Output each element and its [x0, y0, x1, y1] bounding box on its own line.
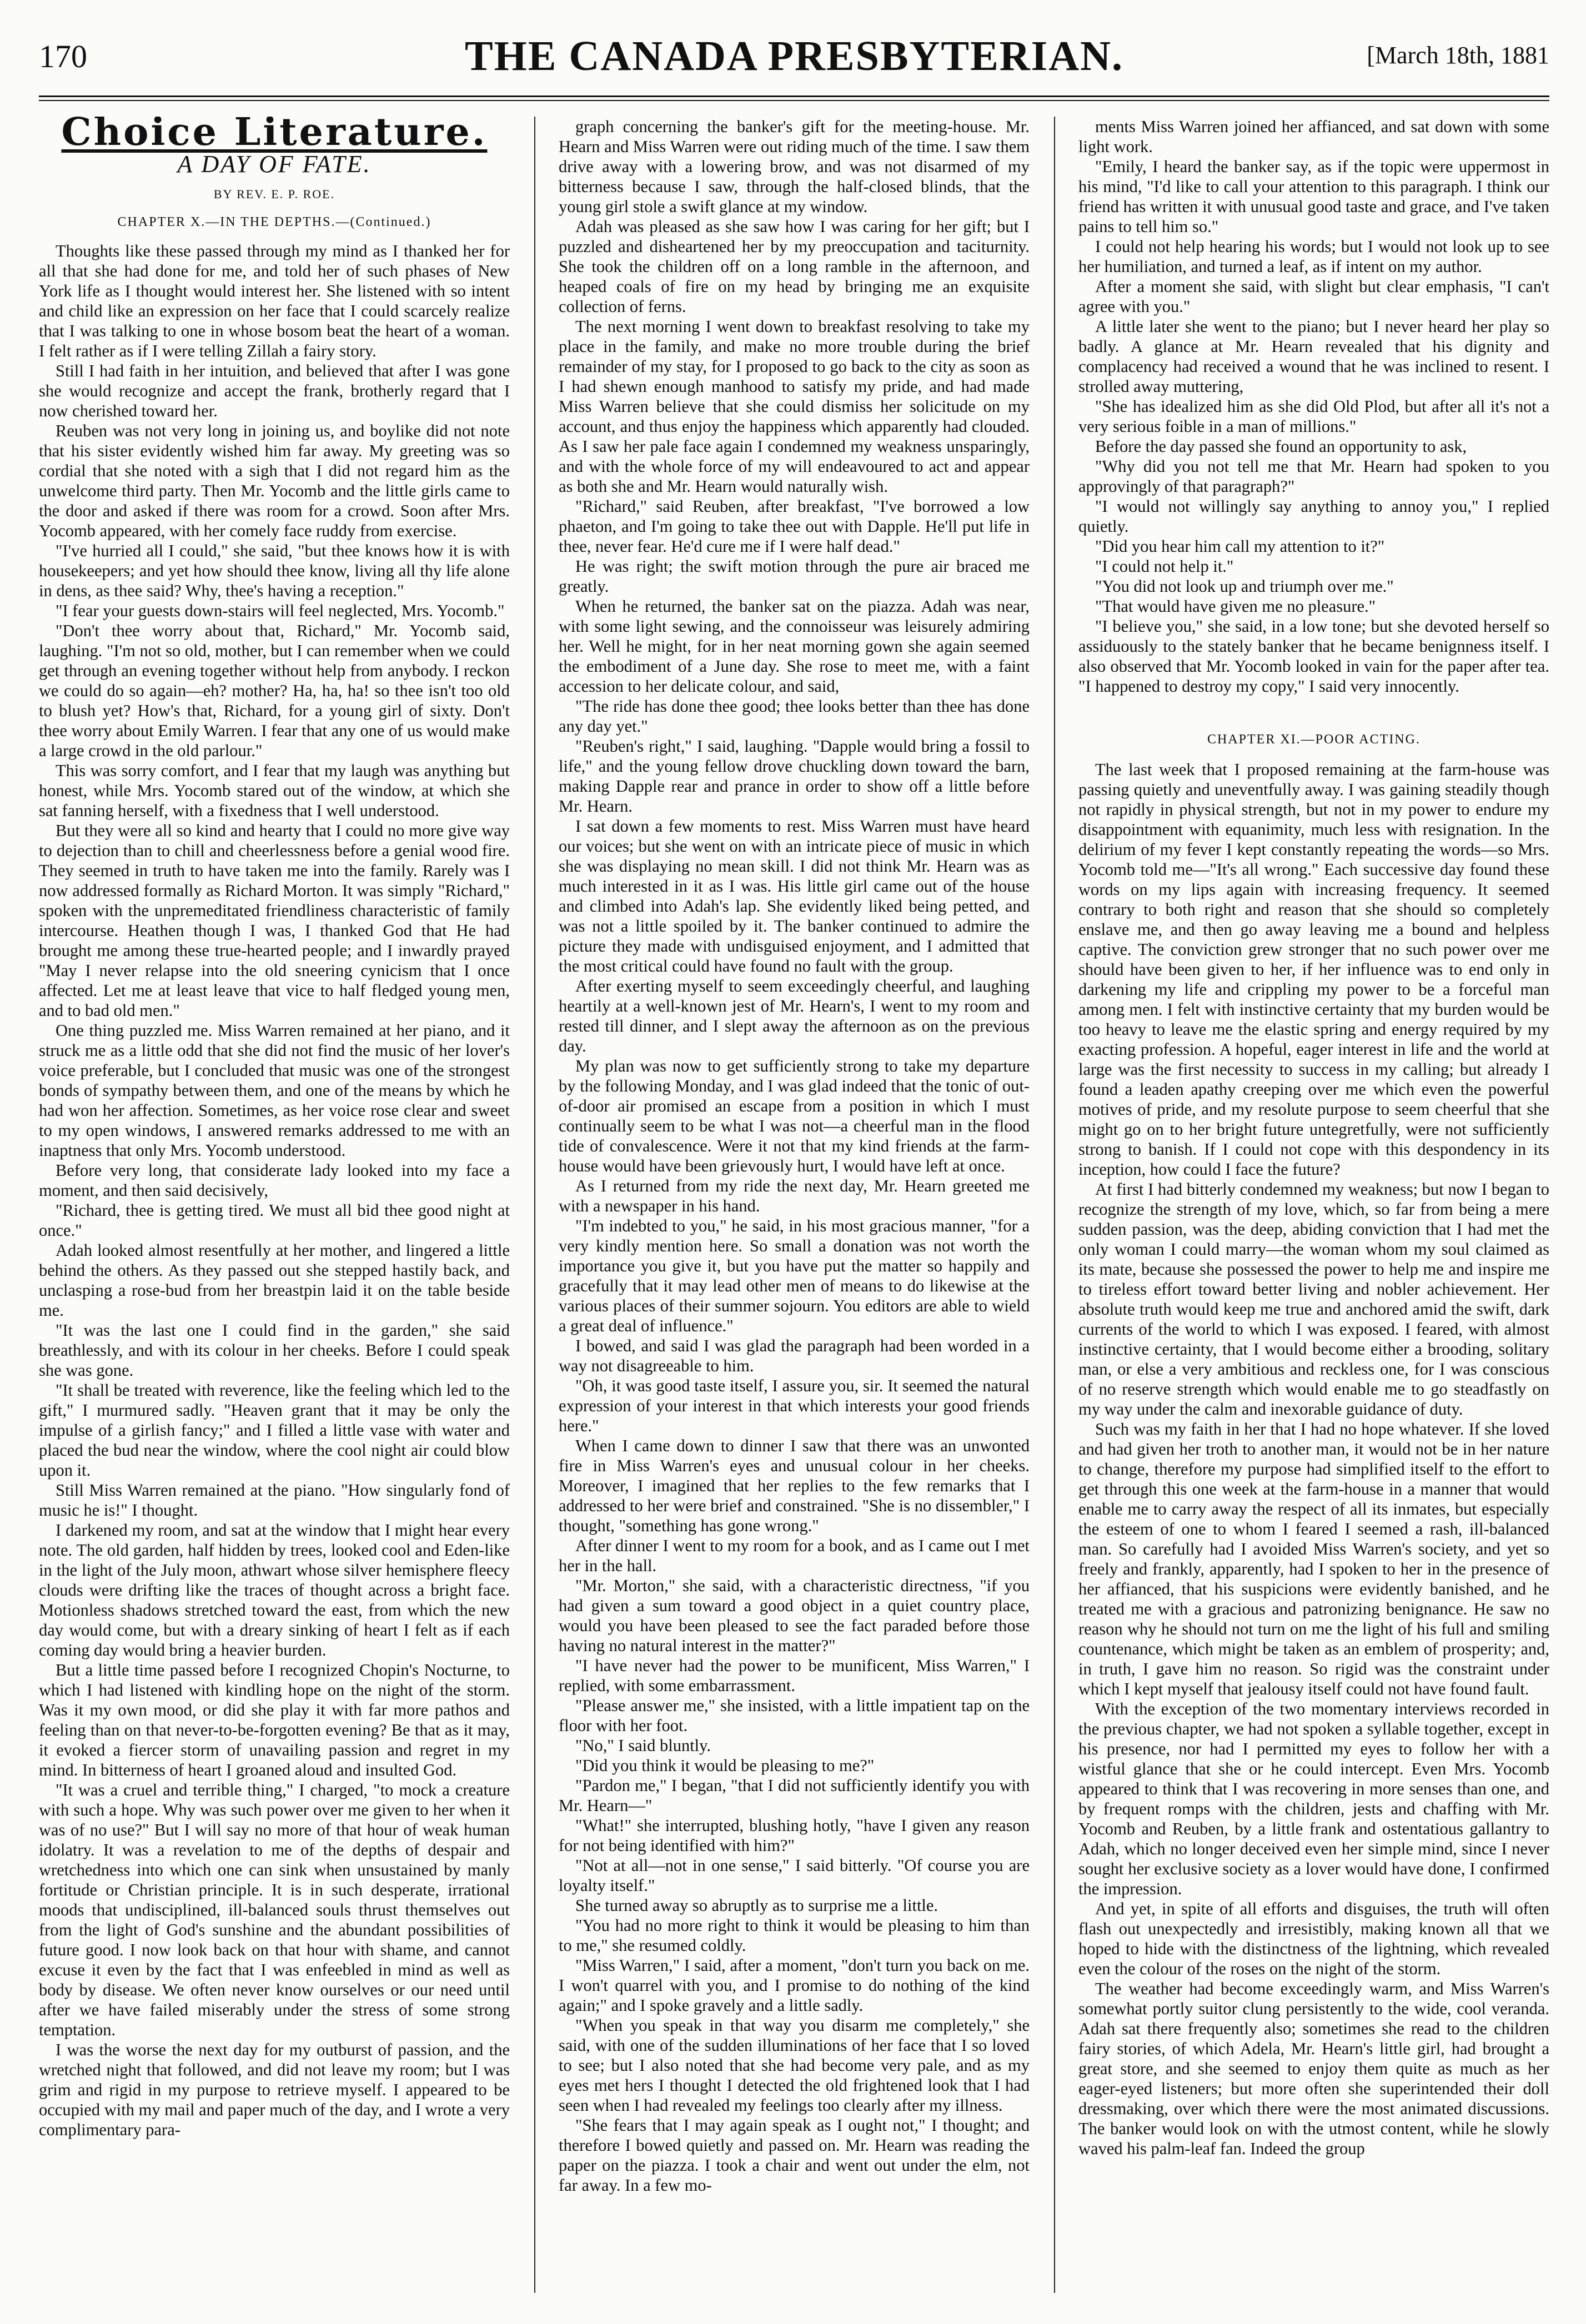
paragraph: "Richard, thee is getting tired. We must all bid thee good night at once." — [39, 1201, 510, 1240]
issue-date: [March 18th, 1881 — [1367, 42, 1549, 69]
paragraph: "It was the last one I could find in the garden," she said breathlessly, and with its colour in her cheeks. Before I could speak she was gone. — [39, 1321, 510, 1380]
paragraph: "I have never had the power to be munificent, Miss Warren," I replied, with some embarrassment. — [559, 1656, 1030, 1695]
column-1 — [39, 117, 510, 2293]
paragraph: "Miss Warren," I said, after a moment, "don't turn you back on me. I won't quarrel with you, and I promise to do nothing of the kind again;" and I spoke gravely and a little sadly. — [559, 1956, 1030, 2015]
paragraph: Adah was pleased as she saw how I was caring for her gift; but I puzzled and disheartened her by my preoccupation and taciturnity. She took the children off on a long ramble in the afternoon, and heaped coals of fire on my head by bringing me an exquisite collection of ferns. — [559, 217, 1030, 316]
paragraph: "I fear your guests down-stairs will feel neglected, Mrs. Yocomb." — [56, 601, 505, 620]
paragraph: "Please answer me," she insisted, with a little impatient tap on the floor with her foot. — [559, 1696, 1030, 1735]
paragraph: And yet, in spite of all efforts and disguises, the truth will often flash out unexpectedly and irresistibly, making known all that we hoped to hide with the distinctness of the lightning, which revealed even the colour of the roses on the night of the storm. — [1078, 1899, 1549, 1978]
paragraph: "What!" she interrupted, blushing hotly, "have I given any reason for not being identified with him?" — [559, 1816, 1030, 1855]
paragraph: graph concerning the banker's gift for the meeting-house. Mr. Hearn and Miss Warren were out riding much of the time. I saw them drive away with a lowering brow, and was not disarmed of my bitterness because I saw, through the half-closed blinds, that the young girl stole a swift glance at my window. — [559, 117, 1030, 216]
paragraph: I could not help hearing his words; but I would not look up to see her humiliation, and turned a leaf, as if intent on my author. — [1078, 237, 1549, 276]
newspaper-title: THE CANADA PRESBYTERIAN. — [464, 33, 1124, 79]
paragraph: "No," I said bluntly. — [575, 1736, 711, 1755]
column-3-body-continued — [1078, 759, 1549, 2159]
paragraph: After exerting myself to seem exceedingly cheerful, and laughing heartily at a well-known jest of Mr. Hearn's, I went to my room and rested till dinner, and I slept away the afternoon as on the previous day. — [559, 977, 1030, 1055]
paragraph: "That would have given me no pleasure." — [1095, 597, 1376, 616]
page-number: 170 — [39, 38, 87, 74]
paragraph: "When you speak in that way you disarm me completely," she said, with one of the sudden illuminations of her face that I so loved to see; but I also noted that she had become very pale, and as my eyes met hers I thought I detected the old frightened look that I had seen when I had revealed my feelings too clearly after my illness. — [559, 2016, 1030, 2115]
column-2 — [559, 117, 1030, 2293]
paragraph: Still Miss Warren remained at the piano. "How singularly fond of music he is!" I thought. — [39, 1481, 510, 1520]
column-2-body — [559, 117, 1030, 2195]
paragraph: "I believe you," she said, in a low tone; but she devoted herself so assiduously to the stately banker that he became benignness itself. I also observed that Mr. Yocomb looked in vain for the paper after tea. "I happened to destroy my copy," I said very innocently. — [1078, 617, 1549, 696]
paragraph: But they were all so kind and hearty that I could no more give way to dejection than to chill and cheerlessness before a genial wood fire. They seemed in truth to have taken me into the family. Rarely was I now addressed formally as Richard Morton. It was simply "Richard," spoken with the unpremeditated friendliness characteristic of family intercourse. Heathen though I was, I thanked God that He had brought me among these true-hearted people; and I inwardly prayed "May I never relapse into the old sneering cynicism that I once affected. Let me at least leave that vice to half fledged young men, and to bad old men." — [39, 821, 510, 1020]
paragraph: I darkened my room, and sat at the window that I might hear every note. The old garden, half hidden by trees, looked cool and Eden-like in the light of the July moon, athwart whose silver hemisphere fleecy clouds were drifting like the traces of thought across a bright face. Motionless shadows stretched toward the east, from which the new day would come, but with a dreary sinking of heart I felt as if each coming day would bring a heavier burden. — [39, 1521, 510, 1659]
paragraph: "I've hurried all I could," she said, "but thee knows how it is with housekeepers; and yet how should thee know, living all thy life alone in dens, as thee said? Why, thee's having a reception." — [39, 541, 510, 600]
paragraph: "The ride has done thee good; thee looks better than thee has done any day yet." — [559, 697, 1030, 736]
column-1-body — [39, 241, 510, 2140]
section-heading: Choice Literature. — [61, 117, 488, 154]
paragraph: Such was my faith in her that I had no hope whatever. If she loved and had given her troth to another man, it would not be in her nature to change, therefore my purpose had simplified itself to the effort to get through this one week at the farm-house in a manner that would enable me to carry away the respect of all its inmates, but especially the esteem of one to whom I feared I seemed a rash, ill-balanced man. So carefully had I avoided Miss Warren's society, and yet so freely and frankly, apparently, had I spoken to her in the presence of her affianced, that his suspicions were evidently banished, and he treated me with a gracious and patronizing benignance. He saw no reason why he should not turn on me the light of his full and smiling countenance, which might be taken as an emblem of prosperity; and, in truth, I gave him no reason. So rigid was the constraint under which I kept myself that jealousy itself could not have found fault. — [1078, 1420, 1549, 1698]
paragraph: My plan was now to get sufficiently strong to take my departure by the following Monday, and I was glad indeed that the tonic of out-of-door air promised an escape from a position in which I must continually seem to be what I was not—a cheerful man in the flood tide of convalescence. Were it not that my kind friends at the farm-house would have been grievously hurt, I would have left at once. — [559, 1057, 1030, 1175]
paragraph: Still I had faith in her intuition, and believed that after I was gone she would recognize and accept the frank, brotherly regard that I now cherished toward her. — [39, 361, 510, 420]
paragraph: "I could not help it." — [1095, 557, 1234, 576]
paragraph: The next morning I went down to breakfast resolving to take my place in the family, and make no more trouble during the brief remainder of my stay, for I proposed to go back to the city as soon as I had shewn enough manhood to satisfy my pride, and had made Miss Warren believe that she could dismiss her solicitude on my account, and thus enjoy the happiness which apparently had clouded. As I saw her pale face again I condemned my weakness unsparingly, and with the whole force of my will endeavoured to act and appear as both she and Mr. Hearn would naturally wish. — [559, 317, 1030, 496]
paragraph: Thoughts like these passed through my mind as I thanked her for all that she had done for me, and told her of such phases of New York life as I thought would interest her. She listened with so intent and child like an expression on her face that I could scarcely realize that I was talking to one in whose bosom beat the heart of a woman. I felt rather as if I were telling Zillah a fairy story. — [39, 242, 510, 360]
paragraph: "It was a cruel and terrible thing," I charged, "to mock a creature with such a hope. Why was such power over me given to her when it was of no use?" But I will say no more of that hour of weak human idolatry. It was a revelation to me of the depths of despair and wretchedness into which one can sink when unsustained by manly fortitude or Christian principle. It is in such desperate, irrational moods that undisciplined, ill-balanced souls thrust themselves out from the light of God's sunshine and the abundant possibilities of future good. I now look back on that hour with shame, and cannot excuse it even by the fact that I was enfeebled in mind as well as body by disease. We often never know ourselves or our need until after we have failed miserably under the stress of some strong temptation. — [39, 1780, 510, 2039]
paragraph: "I'm indebted to you," he said, in his most gracious manner, "for a very kindly mention here. So small a donation was not worth the importance you give it, but you have put the matter so happily and gracefully that it may lead other men of means to do likewise at the various places of their summer sojourn. You editors are able to wield a great deal of influence." — [559, 1216, 1030, 1335]
paragraph: The weather had become exceedingly warm, and Miss Warren's somewhat portly suitor clung persistently to the wide, cool veranda. Adah sat there frequently also; sometimes she read to the children fairy stories, of which Adela, Mr. Hearn's little girl, had brought a great store, and she seemed to enjoy them quite as much as her eager-eyed listeners; but more often she superintended their doll dressmaking, over which there were the most animated discussions. The banker would look on with the utmost content, while he slowly waved his palm-leaf fan. Indeed the group — [1078, 1979, 1549, 2158]
paragraph: Before very long, that considerate lady looked into my face a moment, and then said decisively, — [39, 1161, 510, 1200]
column-3 — [1078, 117, 1549, 2293]
paragraph: After a moment she said, with slight but clear emphasis, "I can't agree with you." — [1078, 277, 1549, 316]
newspaper-page — [39, 28, 1549, 2304]
paragraph: "I would not willingly say anything to annoy you," I replied quietly. — [1078, 497, 1549, 536]
paragraph: "Not at all—not in one sense," I said bitterly. "Of course you are loyalty itself." — [559, 1856, 1030, 1895]
paragraph: This was sorry comfort, and I fear that my laugh was anything but honest, while Mrs. Yocomb stared out of the window, at which she sat fanning herself, with a fixedness that I well understood. — [39, 761, 510, 820]
paragraph: Reuben was not very long in joining us, and boylike did not note that his sister evidently wished him far away. My greeting was so cordial that she noted with a sigh that I did not regard him as the unwelcome third party. Then Mr. Yocomb and the little girls came to the door and asked if there was room for a crowd. Soon after Mrs. Yocomb appeared, with her comely face ruddy from exercise. — [39, 421, 510, 540]
article-columns — [39, 117, 1549, 2293]
column-rule — [1054, 117, 1055, 2293]
column-rule — [534, 117, 535, 2293]
paragraph: As I returned from my ride the next day, Mr. Hearn greeted me with a newspaper in his hand. — [559, 1176, 1030, 1215]
paragraph: "Why did you not tell me that Mr. Hearn had spoken to you approvingly of that paragraph?" — [1078, 457, 1549, 496]
paragraph: The last week that I proposed remaining at the farm-house was passing quietly and uneventfully away. I was gaining steadily though not rapidly in physical strength, but not in my power to endure my disappointment with equanimity, much less with resignation. In the delirium of my fever I kept constantly repeating the words—so Mrs. Yocomb told me—"It's all wrong." Each successive day found these words on my lips again with increasing frequency. It seemed contrary to both right and reason that she should so completely enslave me, and then go away leaving me a bound and helpless captive. The conviction grew stronger that no such power over me should have been given to her, if her influence was to end only in darkening my life and crippling my power to be a forceful man among men. I felt with instinctive certainty that my burden would be too heavy to leave me the elastic spring and energy required by my exacting profession. A hopeful, eager interest in life and the world at large was the first necessity to success in my calling; but already I found a leaden apathy creeping over me which even the powerful motives of pride, and my resolute purpose to seem cheerful that she might go on to her bright future untegretfully, were not sufficiently strong to banish. If I could not cope with this despondency in its inception, how could I face the future? — [1078, 760, 1549, 1179]
paragraph: I was the worse the next day for my outburst of passion, and the wretched night that followed, and did not leave my room; but I was grim and rigid in my purpose to retrieve myself. I appeared to be occupied with my mail and paper much of the day, and I wrote a very complimentary para- — [39, 2040, 510, 2139]
paragraph: "Did you think it would be pleasing to me?" — [575, 1756, 875, 1775]
paragraph: Before the day passed she found an opportunity to ask, — [1095, 437, 1467, 456]
paragraph: "She fears that I may again speak as I ought not," I thought; and therefore I bowed quietly and passed on. Mr. Hearn was reading the paper on the piazza. I took a chair and went out under the elm, not far away. In a few mo- — [559, 2116, 1030, 2195]
paragraph: Adah looked almost resentfully at her mother, and lingered a little behind the others. As they passed out she stepped hastily back, and unclasping a rose-bud from her breastpin laid it on the table beside me. — [39, 1241, 510, 1320]
paragraph: ments Miss Warren joined her affianced, and sat down with some light work. — [1078, 117, 1549, 156]
paragraph: When I came down to dinner I saw that there was an unwonted fire in Miss Warren's eyes and unusual colour in her cheeks. Moreover, I imagined that her replies to the few remarks that I addressed to her were brief and constrained. "She is no dissembler," I thought, "something has gone wrong." — [559, 1436, 1030, 1535]
masthead-rule — [39, 95, 1549, 101]
paragraph: At first I had bitterly condemned my weakness; but now I began to recognize the strength of my love, which, so far from being a mere sudden passion, was the deep, abiding conviction that I had met the only woman I could marry—the woman whom my soul claimed as its mate, because she possessed the power to help me and inspire me to tireless effort toward better living and nobler achievement. Her absolute truth would keep me true and anchored amid the swift, dark currents of the world to which I was exposed. I feared, with almost instinctive certainty, that I would become either a brooding, solitary man, or else a very ambitious and reckless one, for I was conscious of no reserve strength which would enable me to go steadfastly on my way under the calm and inexorable guidance of duty. — [1078, 1180, 1549, 1418]
paragraph: "Reuben's right," I said, laughing. "Dapple would bring a fossil to life," and the young fellow drove chuckling down toward the barn, making Dapple rear and prance in order to show off a little before Mr. Hearn. — [559, 737, 1030, 816]
paragraph: "Oh, it was good taste itself, I assure you, sir. It seemed the natural expression of your interest in that which interests your good friends here." — [559, 1376, 1030, 1435]
story-title: A DAY OF FATE. — [177, 150, 372, 178]
paragraph: One thing puzzled me. Miss Warren remained at her piano, and it struck me as a little odd that she did not find the music of her lover's voice preferable, but I concluded that music was one of the strongest bonds of sympathy between them, and one of the means by which he had won her affection. Sometimes, as her voice rose clear and sweet to my open windows, I answered remarks addressed to me with an inaptness that only Mrs. Yocomb understood. — [39, 1021, 510, 1160]
paragraph: "Mr. Morton," she said, with a characteristic directness, "if you had given a sum toward a good object in a quiet country place, would you have been pleased to see the fact paraded before those having no natural interest in the matter?" — [559, 1576, 1030, 1655]
paragraph: "Emily, I heard the banker say, as if the topic were uppermost in his mind, "I'd like to call your attention to this paragraph. I think our friend has written it with unusual good taste and grace, and I've taken pains to tell him so." — [1078, 157, 1549, 236]
paragraph: A little later she went to the piano; but I never heard her play so badly. A glance at Mr. Hearn revealed that his dignity and complacency had received a wound that he was inclined to resent. I strolled away muttering, — [1078, 317, 1549, 396]
paragraph: I bowed, and said I was glad the paragraph had been worded in a way not disagreeable to him. — [559, 1336, 1030, 1375]
chapter-heading: CHAPTER X.—IN THE DEPTHS.—(Continued.) — [117, 215, 431, 229]
paragraph: "You did not look up and triumph over me." — [1095, 577, 1394, 596]
chapter-heading: CHAPTER XI.—POOR ACTING. — [1207, 732, 1421, 747]
paragraph: "Pardon me," I began, "that I did not sufficiently identify you with Mr. Hearn—" — [559, 1776, 1030, 1815]
paragraph: But a little time passed before I recognized Chopin's Nocturne, to which I had listened with kindling hope on the night of the storm. Was it my own mood, or did she play it with far more pathos and feeling than on that never-to-be-forgotten evening? Be that as it may, it evoked a fiercer storm of unavailing passion and regret in my mind. In bitterness of heart I groaned aloud and insulted God. — [39, 1661, 510, 1779]
paragraph: When he returned, the banker sat on the piazza. Adah was near, with some light sewing, and the connoisseur was leisurely admiring her. Well he might, for in her neat morning gown she again seemed the embodiment of a June day. She rose to meet me, with a faint accession to her delicate colour, and said, — [559, 597, 1030, 696]
paragraph: "Don't thee worry about that, Richard," Mr. Yocomb said, laughing. "I'm not so old, mother, but I can remember when we could get through an evening together without help from anybody. I reckon we could do so again—eh? mother? Ha, ha, ha! so thee isn't too old to blush yet? How's that, Richard, for a young girl of sixty. Don't thee worry about Emily Warren. I fear that any one of us would make a large crowd in the old parlour." — [39, 621, 510, 760]
paragraph: I sat down a few moments to rest. Miss Warren must have heard our voices; but she went on with an intricate piece of music in which she was displaying no mean skill. I did not think Mr. Hearn was as much interested in it as I was. His little girl came out of the house and climbed into Adah's lap. She evidently liked being petted, and was not a little spoiled by it. The banker continued to admire the picture they made with undisguised enjoyment, and I admitted that the most critical could have found no fault with the group. — [559, 817, 1030, 975]
paragraph: "She has idealized him as she did Old Plod, but after all it's not a very serious foible in a man of millions." — [1078, 397, 1549, 436]
paragraph: "It shall be treated with reverence, like the feeling which led to the gift," I murmured sadly. "Heaven grant that it may be only the impulse of a girlish fancy;" and I filled a little vase with water and placed the bud near the window, where the cool night air could blow upon it. — [39, 1381, 510, 1480]
paragraph: She turned away so abruptly as to surprise me a little. — [575, 1896, 938, 1915]
column-3-body — [1078, 117, 1549, 696]
paragraph: With the exception of the two momentary interviews recorded in the previous chapter, we had not spoken a syllable together, except in his presence, nor had I permitted my eyes to follow her with a wistful glance that she or he could intercept. Even Mrs. Yocomb appeared to think that I was recovering in more senses than one, and by frequent romps with the children, jests and chaffing with Mr. Yocomb and Reuben, by a little frank and ostentatious gallantry to Adah, which no longer deceived even her simple mind, since I never sought her exclusive society as a lover would have done, I confirmed the impression. — [1078, 1699, 1549, 1898]
paragraph: He was right; the swift motion through the pure air braced me greatly. — [559, 557, 1030, 596]
masthead — [39, 28, 1549, 89]
byline: BY REV. E. P. ROE. — [213, 187, 335, 201]
paragraph: "Did you hear him call my attention to it?" — [1095, 537, 1385, 556]
paragraph: "Richard," said Reuben, after breakfast, "I've borrowed a low phaeton, and I'm going to take thee out with Dapple. He'll put life in thee, never fear. He'd cure me if I were half dead." — [559, 497, 1030, 556]
paragraph: "You had no more right to think it would be pleasing to him than to me," she resumed coldly. — [559, 1916, 1030, 1955]
paragraph: After dinner I went to my room for a book, and as I came out I met her in the hall. — [559, 1536, 1030, 1575]
